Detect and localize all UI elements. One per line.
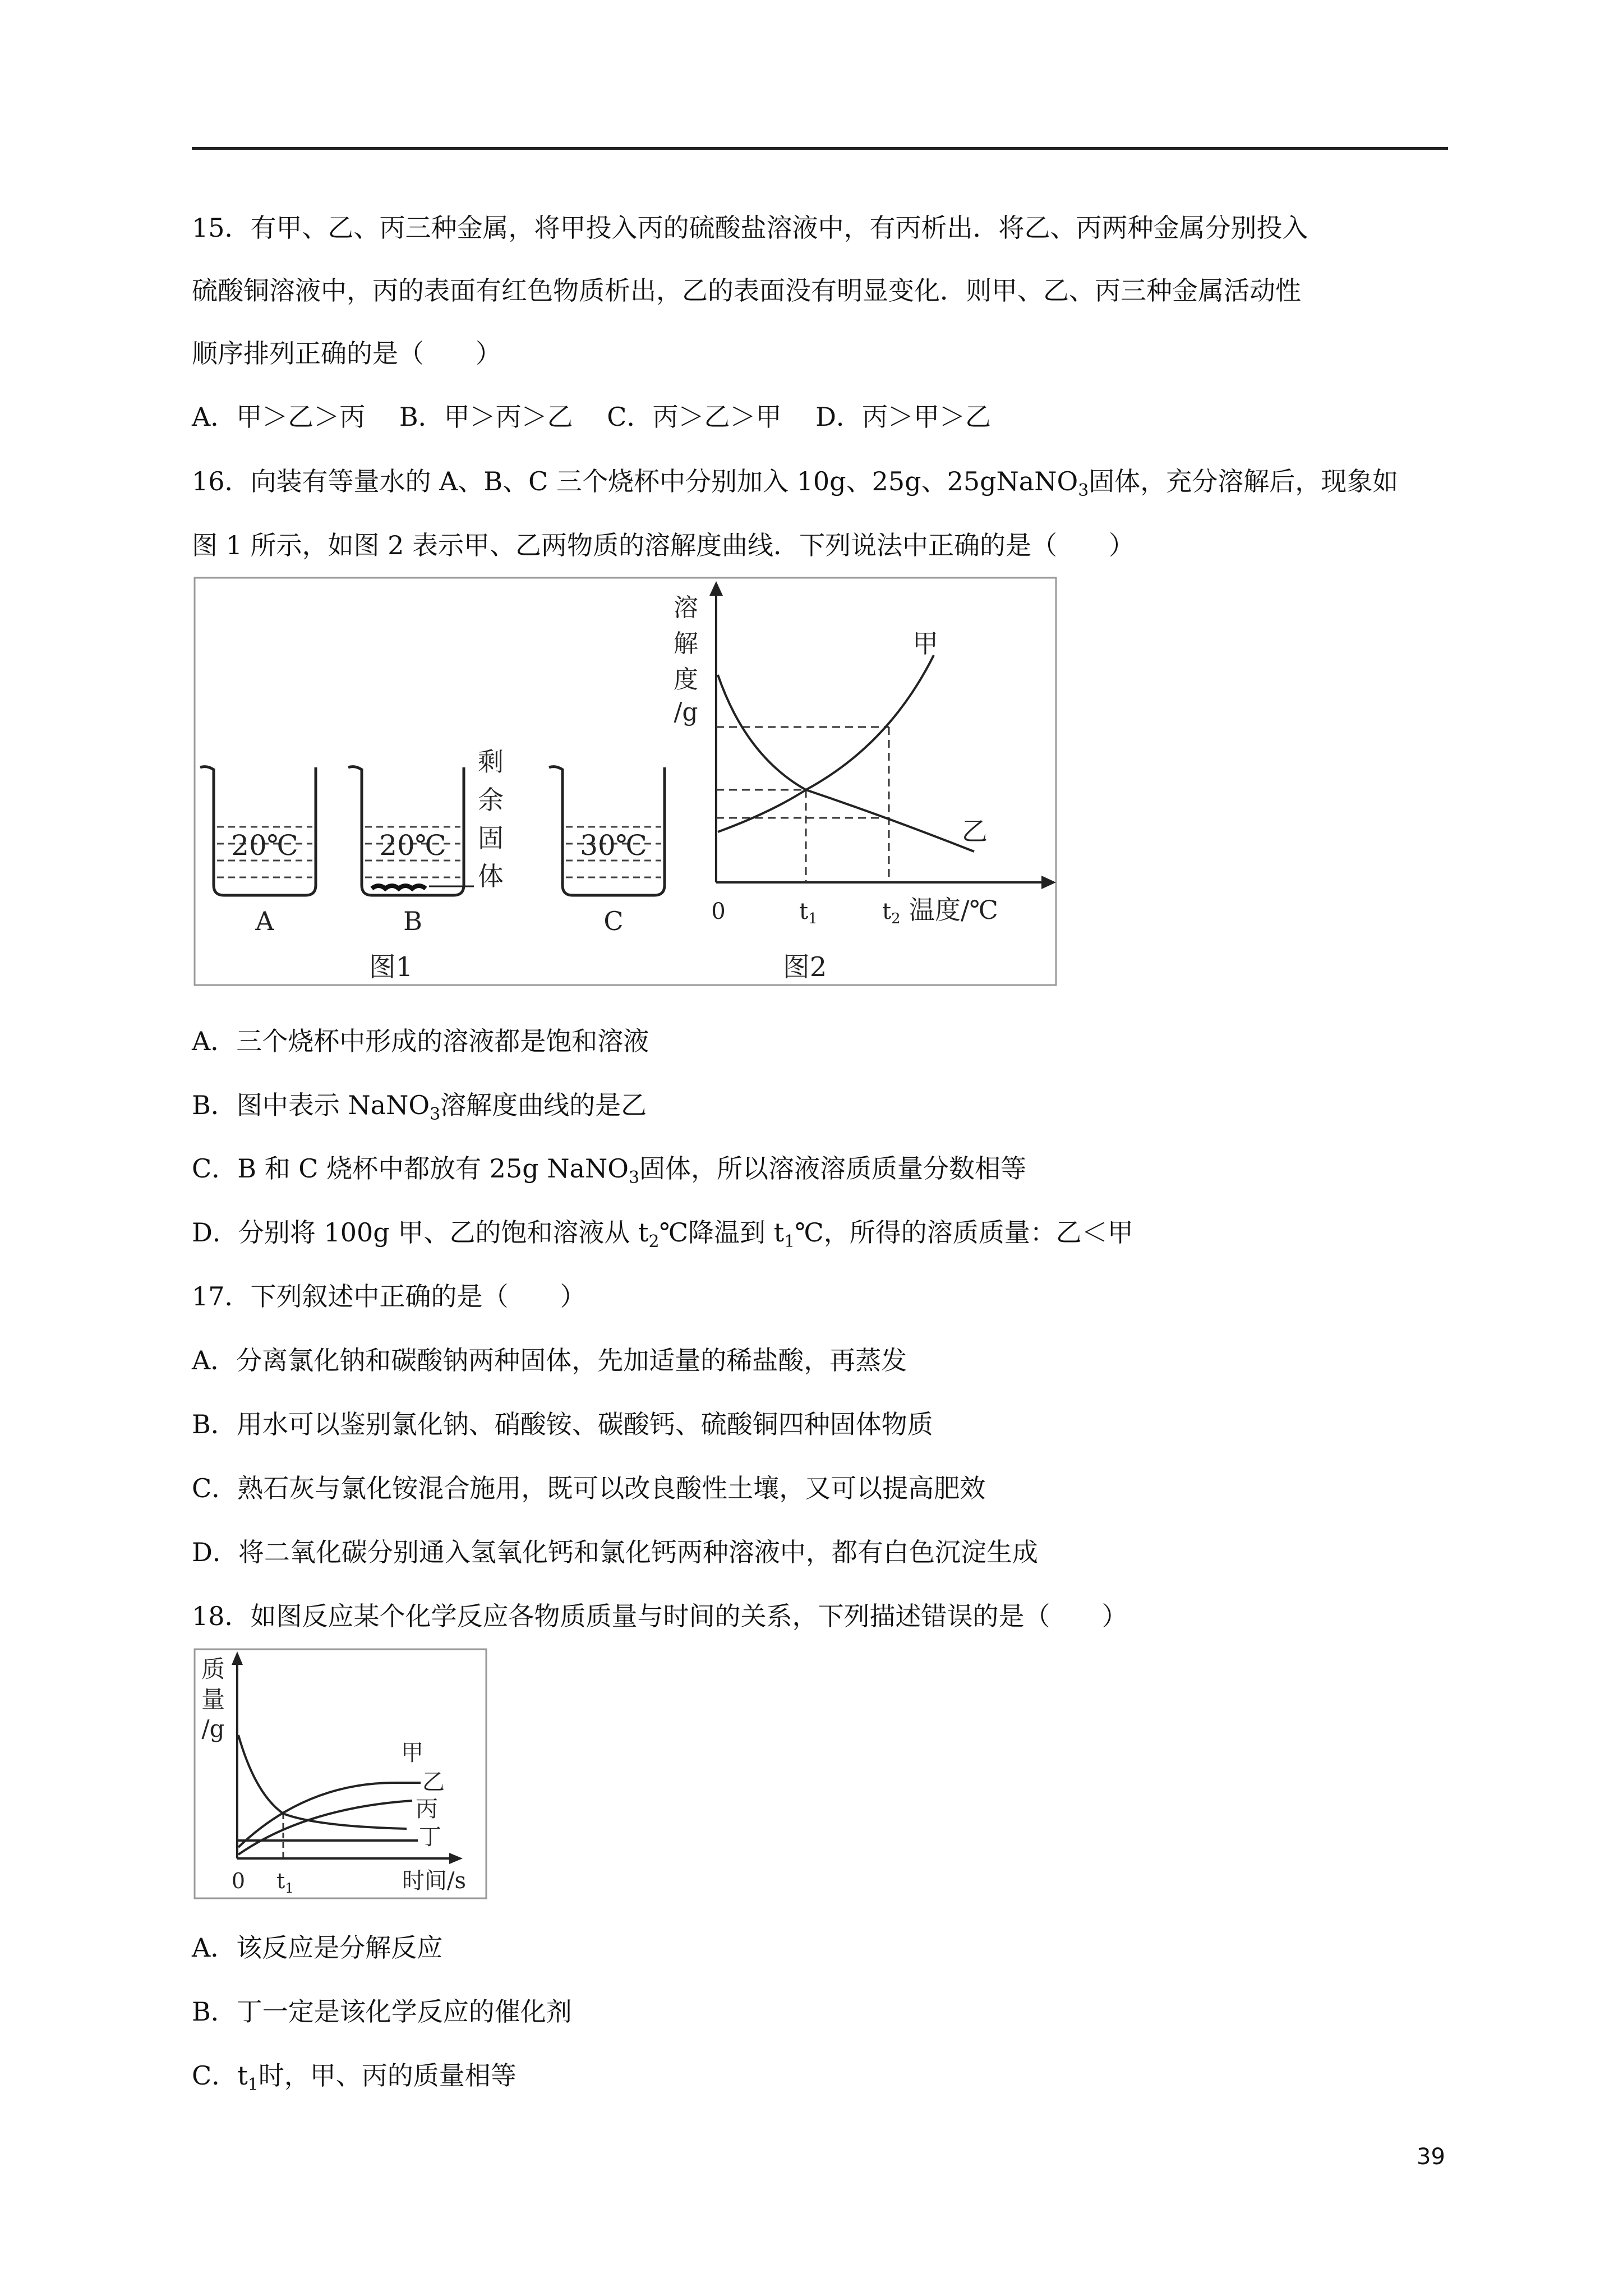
series-label-bing: 丙	[416, 1796, 438, 1822]
svg-text:质: 质	[201, 1655, 225, 1683]
series-label-jia: 甲	[912, 628, 938, 659]
svg-text:固: 固	[478, 823, 504, 853]
q16-stem-line-2: 图 1 所示，如图 2 表示甲、乙两物质的溶解度曲线．下列说法中正确的是（ ）	[192, 530, 1135, 560]
q15-stem-line-1: 15．有甲、乙、丙三种金属，将甲投入丙的硫酸盐溶液中，有丙析出．将乙、丙两种金属分别投入	[192, 213, 1308, 243]
solubility-chart	[674, 581, 1056, 927]
svg-text:/g: /g	[201, 1715, 225, 1742]
y-axis-label	[201, 1655, 225, 1742]
q16-option-b: B．图中表示 NaNO$_3$溶解度曲线的是乙	[192, 1090, 647, 1124]
beaker-a	[200, 767, 316, 936]
beaker-c-label: C	[603, 906, 624, 936]
q17-option-d: D．将二氧化碳分别通入氢氧化钙和氯化钙两种溶液中，都有白色沉淀生成	[192, 1537, 1038, 1567]
beaker-c-temp: 30℃	[580, 829, 647, 862]
q18-option-b: B．丁一定是该化学反应的催化剂	[192, 1996, 572, 2027]
x-axis-label: 时间/s	[402, 1868, 467, 1894]
page-number: 39	[1417, 2144, 1445, 2170]
svg-text:/g: /g	[674, 698, 698, 726]
q17-stem: 17．下列叙述中正确的是（ ）	[192, 1281, 586, 1312]
q16-figure	[193, 577, 1057, 986]
tick-t2: $t_2$	[882, 899, 901, 927]
origin-label: 0	[231, 1869, 246, 1893]
svg-text:溶: 溶	[674, 593, 698, 622]
svg-text:度: 度	[674, 665, 698, 694]
svg-text:量: 量	[201, 1686, 225, 1713]
y-axis-label	[674, 593, 698, 726]
q15-stem-line-3: 顺序排列正确的是（ ）	[192, 338, 501, 369]
header-rule	[192, 147, 1448, 150]
series-label-ding: 丁	[419, 1824, 441, 1850]
q18-stem: 18．如图反应某个化学反应各物质质量与时间的关系，下列描述错误的是（ ）	[192, 1601, 1128, 1631]
beaker-b-label: B	[403, 906, 422, 936]
q16-option-a: A．三个烧杯中形成的溶液都是饱和溶液	[192, 1026, 649, 1056]
figure-1-caption: 图1	[368, 951, 413, 983]
x-axis-arrow	[1041, 876, 1056, 889]
series-label-jia: 甲	[401, 1740, 423, 1766]
beaker-b	[348, 767, 474, 936]
svg-text:余: 余	[478, 785, 504, 815]
residue-solid	[372, 886, 426, 889]
q17-option-b: B．用水可以鉴别氯化钠、硝酸铵、碳酸钙、硫酸铜四种固体物质	[192, 1409, 933, 1439]
q18-figure	[193, 1648, 488, 1901]
series-jia-curve	[718, 655, 934, 832]
q17-option-c: C．熟石灰与氯化铵混合施用，既可以改良酸性土壤，又可以提高肥效	[192, 1473, 986, 1503]
y-axis-arrow	[709, 581, 723, 596]
residue-label	[478, 747, 504, 891]
x-axis-label: 温度/℃	[909, 895, 998, 925]
y-axis-arrow	[232, 1651, 243, 1665]
svg-text:解: 解	[674, 629, 698, 658]
beaker-b-temp: 20℃	[379, 829, 446, 862]
series-label-yi: 乙	[422, 1769, 445, 1795]
tick-t1: $t_1$	[799, 899, 818, 927]
beaker-c	[549, 767, 665, 936]
q16-stem-line-1: 16．向装有等量水的 A、B、C 三个烧杯中分别加入 10g、25g、25gNaNO$_3$固体，充分溶解后，现象如	[192, 466, 1399, 500]
q18-option-c: C．$t_1$时，甲、丙的质量相等	[192, 2060, 517, 2095]
origin-label: 0	[711, 899, 726, 924]
series-label-yi: 乙	[962, 816, 988, 846]
x-axis-arrow	[449, 1853, 463, 1864]
q15-stem-line-2: 硫酸铜溶液中，丙的表面有红色物质析出，乙的表面没有明显变化．则甲、乙、丙三种金属活动性	[192, 275, 1301, 306]
tick-t1: $t_1$	[276, 1869, 294, 1896]
q15-options: A．甲＞乙＞丙 B．甲＞丙＞乙 C．丙＞乙＞甲 D．丙＞甲＞乙	[192, 402, 991, 432]
svg-text:剩: 剩	[478, 747, 504, 777]
q17-option-a: A．分离氯化钠和碳酸钠两种固体，先加适量的稀盐酸，再蒸发	[192, 1345, 907, 1375]
q16-option-c: C．B 和 C 烧杯中都放有 25g NaNO$_3$固体，所以溶液溶质质量分数相等	[192, 1153, 1027, 1188]
q16-option-d: D．分别将 100g 甲、乙的饱和溶液从 $t_2℃$降温到 $t_1℃$，所得的溶质质量：乙＜甲	[192, 1217, 1133, 1251]
beaker-a-temp: 20℃	[231, 829, 298, 862]
figure-2-caption: 图2	[782, 951, 827, 983]
q18-option-a: A．该反应是分解反应	[192, 1932, 443, 1963]
svg-text:体: 体	[478, 861, 504, 891]
beaker-a-label: A	[255, 906, 274, 936]
